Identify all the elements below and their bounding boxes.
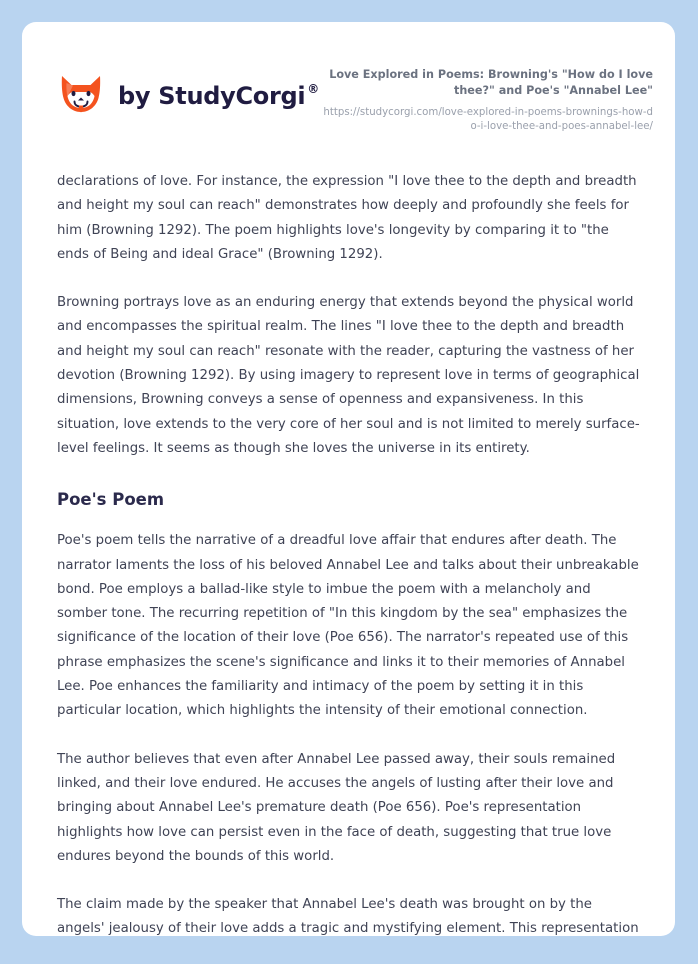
brand-wordmark (118, 82, 317, 110)
brand-lockup (57, 64, 317, 120)
paragraph: Poe's poem tells the narrative of a dreadful love affair that endures after death. The narrator laments the loss of his beloved Annabel Lee and talks about their unbreakable bond. Poe employs a ballad-like style to imbue the poem with a melancholy and somber tone. The recurring repetition of "In this kingdom by the sea" emphasizes the significance of the location of their love (Poe 656). The narrator's repeated use of this phrase emphasizes the scene's significance and links it to their memories of Annabel Lee. Poe enhances the familiarity and intimacy of the poem by setting it in this particular location, which highlights the intensity of their emotional connection. (57, 533, 639, 719)
paragraph: Browning portrays love as an enduring energy that extends beyond the physical world and encompasses the spiritual realm. The lines "I love thee to the depth and breadth and height my soul can reach" resonate with the reader, capturing the vastness of her devotion (Browning 1292). By using imagery to represent love in terms of geographical dimensions, Browning conveys a sense of openness and expansiveness. In this situation, love extends to the very core of her soul and is not limited to merely surface-level feelings. It seems as though she loves the universe in its entirety. (57, 295, 640, 456)
registered-trademark-icon: ® (307, 82, 319, 96)
paragraph: The author believes that even after Annabel Lee passed away, their souls remained linked, and their love endured. He accuses the angels of lusting after their love and bringing about Annabel Lee's premature death (Poe 656). Poe's representation highlights how love can persist even in the face of death, suggesting that true love endures beyond the bounds of this world. (57, 751, 616, 864)
document-meta (323, 64, 653, 134)
section-heading-poes-poem: Poe's Poem (57, 490, 165, 510)
document-body (22, 170, 675, 936)
corgi-logo-icon (57, 72, 105, 120)
paragraph: The claim made by the speaker that Annabel Lee's death was brought on by the angels' jealousy of their love adds a tragic and mystifying element. This representation (57, 897, 639, 936)
document-page (22, 22, 675, 936)
document-url[interactable]: https://studycorgi.com/love-explored-in-poems-brownings-how-do-i-love-thee-and-poes-annabel-lee/ (323, 107, 653, 132)
brand-wordmark-text: by StudyCorgi (118, 82, 306, 110)
paragraph: declarations of love. For instance, the expression "I love thee to the depth and breadth and height my soul can reach" demonstrates how deeply and profoundly she feels for him (Browning 1292). The poem highlights love's longevity by comparing it to "the ends of Being and ideal Grace" (Browning 1292). (57, 174, 637, 262)
document-title: Love Explored in Poems: Browning's "How do I love thee?" and Poe's "Annabel Lee" (329, 68, 653, 97)
document-header (22, 22, 675, 134)
